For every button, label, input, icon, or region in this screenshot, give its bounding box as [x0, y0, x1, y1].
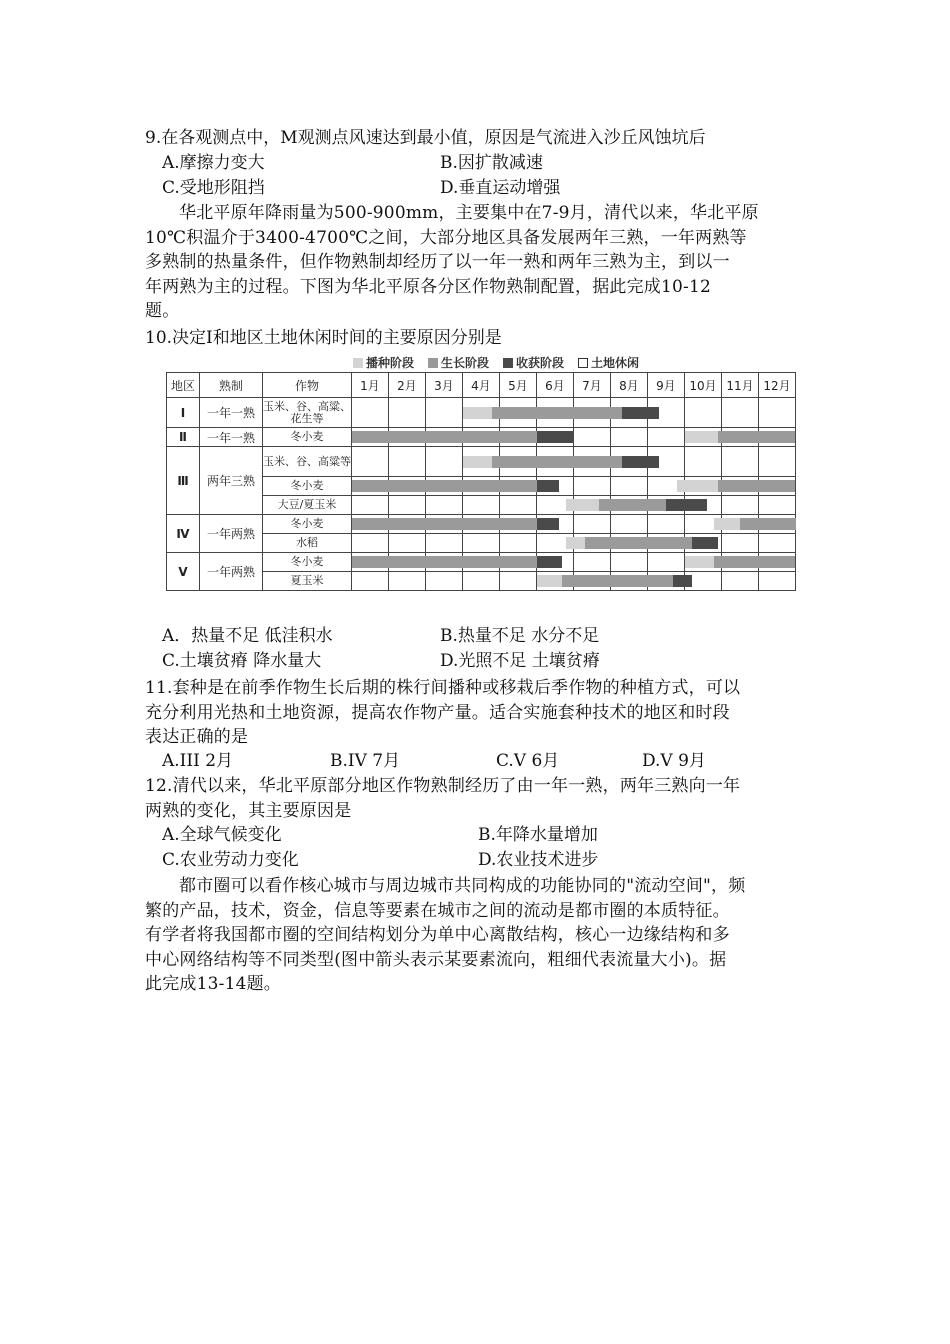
q11-option-b: B.IV 7月 [330, 751, 401, 771]
month-cell [648, 553, 685, 572]
crop-cell: 冬小麦 [263, 428, 352, 447]
month-cell [574, 553, 611, 572]
legend-sow [353, 355, 414, 371]
month-cell [352, 447, 389, 477]
q10-option-d: D.光照不足 土壤贫瘠 [440, 651, 600, 671]
month-cell [463, 496, 500, 515]
stage-bar-grow [740, 518, 796, 530]
stage-bar-sow [537, 575, 563, 587]
stage-bar-harvest [666, 499, 707, 511]
stage-bar-harvest [537, 431, 574, 443]
month-cell [389, 496, 426, 515]
crop-cell: 冬小麦 [263, 553, 352, 572]
crop-cell: 冬小麦 [263, 515, 352, 534]
stage-bar-sow [677, 480, 718, 492]
stage-bar-harvest [622, 407, 659, 419]
q11-option-d: D.V 9月 [642, 751, 706, 771]
month-cell [722, 398, 759, 428]
q9-option-a: A.摩擦力变大 [162, 153, 265, 173]
stage-bar-sow [714, 518, 740, 530]
legend-grow [428, 355, 489, 371]
crop-cell: 大豆/夏玉米 [263, 496, 352, 515]
month-cell [463, 572, 500, 591]
crop-cell: 夏玉米 [263, 572, 352, 591]
system-cell: 一年两熟 [200, 515, 263, 553]
month-cell [722, 496, 759, 515]
stage-bar-sow [566, 499, 599, 511]
region-cell: Ⅲ [167, 447, 200, 515]
stage-bar-grow [585, 537, 692, 549]
stage-bar-sow [566, 537, 585, 549]
month-cell [722, 572, 759, 591]
q9-option-d: D.垂直运动增强 [440, 178, 561, 198]
month-cell [352, 496, 389, 515]
passage1-line-4: 年两熟为主的过程。下图为华北平原各分区作物熟制配置，据此完成10-12 [145, 276, 712, 297]
month-cell [722, 447, 759, 477]
q11-stem-line-2: 充分利用光热和土地资源，提高农作物产量。适合实施套种技术的地区和时段 [145, 702, 730, 723]
legend-grow-label: 生长阶段 [441, 356, 490, 370]
region-cell: Ⅱ [167, 428, 200, 447]
legend-grow-swatch [428, 358, 438, 368]
passage2-line-4: 中心网络结构等不同类型(图中箭头表示某要素流向，粗细代表流量大小)。据 [145, 949, 727, 970]
month-cell [426, 398, 463, 428]
region-cell: Ⅴ [167, 553, 200, 591]
header-month-1: 1月 [352, 373, 389, 398]
header-month-9: 9月 [648, 373, 685, 398]
stage-bar-harvest [537, 518, 559, 530]
stage-bar-grow [352, 518, 537, 530]
passage-metropolitan [145, 874, 805, 997]
table-header-row [167, 373, 796, 398]
stage-bar-grow [352, 556, 537, 568]
q12-stem-line-2: 两熟的变化，其主要原因是 [145, 800, 352, 821]
month-cell [759, 572, 796, 591]
stage-bar-grow [718, 431, 796, 443]
q11-stem-line-3: 表达正确的是 [145, 727, 249, 748]
legend-fallow-label: 土地休闲 [591, 356, 640, 370]
month-cell [352, 534, 389, 553]
month-cell [648, 515, 685, 534]
month-cell [389, 398, 426, 428]
month-cell [389, 534, 426, 553]
stage-bar-grow [599, 499, 666, 511]
header-crop: 作物 [263, 373, 352, 398]
legend-fallow [578, 355, 639, 371]
header-month-11: 11月 [722, 373, 759, 398]
header-month-5: 5月 [500, 373, 537, 398]
month-cell [426, 534, 463, 553]
month-cell [574, 428, 611, 447]
passage1-line-1: 华北平原年降雨量为500-900mm，主要集中在7-9月，清代以来，华北平原 [179, 203, 759, 223]
header-month-12: 12月 [759, 373, 796, 398]
legend-sow-swatch [353, 358, 363, 368]
region-cell: Ⅳ [167, 515, 200, 553]
crop-cell: 玉米、谷、高粱、花生等 [263, 398, 352, 428]
month-cell [426, 572, 463, 591]
q12-option-c: C.农业劳动力变化 [162, 850, 299, 870]
passage1-line-2: 10℃积温介于3400-4700℃之间，大部分地区具备发展两年三熟，一年两熟等 [145, 227, 747, 248]
month-cell [426, 496, 463, 515]
region-cell: Ⅰ [167, 398, 200, 428]
header-system: 熟制 [200, 373, 263, 398]
month-cell [685, 398, 722, 428]
month-cell [352, 398, 389, 428]
month-cell [611, 553, 648, 572]
q9-option-c: C.受地形阻挡 [162, 178, 265, 198]
q12-option-b: B.年降水量增加 [478, 825, 598, 845]
q12-stem-line-1: 12.清代以来，华北平原部分地区作物熟制经历了由一年一熟，两年三熟向一年 [145, 776, 741, 796]
passage2-line-3: 有学者将我国都市圈的空间结构划分为单中心离散结构，核心一边缘结构和多 [145, 925, 730, 946]
stage-bar-harvest [537, 556, 563, 568]
q12-option-a: A.全球气候变化 [162, 825, 282, 845]
stage-bar-grow [352, 480, 537, 492]
system-cell: 两年三熟 [200, 447, 263, 515]
q10-option-b: B.热量不足 水分不足 [440, 626, 600, 646]
stage-bar-harvest [692, 537, 718, 549]
month-cell [685, 447, 722, 477]
q11-option-c: C.V 6月 [496, 751, 560, 771]
legend-fallow-swatch [578, 358, 588, 368]
crop-cell: 水稻 [263, 534, 352, 553]
stage-bar-sow [463, 407, 493, 419]
q12-option-d: D.农业技术进步 [478, 850, 599, 870]
passage2-line-5: 此完成13-14题。 [145, 974, 282, 995]
stage-bar-harvest [622, 456, 659, 468]
q10-option-c: C.土壤贫瘠 降水量大 [162, 651, 322, 671]
month-cell [759, 496, 796, 515]
header-month-2: 2月 [389, 373, 426, 398]
q11-stem-line-1: 11.套种是在前季作物生长后期的株行间播种或移栽后季作物的种植方式，可以 [145, 678, 741, 698]
stage-bar-grow [352, 431, 537, 443]
header-month-3: 3月 [426, 373, 463, 398]
month-cell [574, 515, 611, 534]
system-cell: 一年两熟 [200, 553, 263, 591]
q12-stem [145, 774, 805, 823]
month-cell [500, 496, 537, 515]
month-cell [574, 477, 611, 496]
month-cell [759, 447, 796, 477]
month-cell [611, 515, 648, 534]
crop-cell: 玉米、谷、高粱等 [263, 447, 352, 477]
month-cell [759, 398, 796, 428]
month-cell [611, 477, 648, 496]
stage-bar-grow [718, 480, 796, 492]
crop-cell: 冬小麦 [263, 477, 352, 496]
passage2-line-1: 都市圈可以看作核心城市与周边城市共同构成的功能协同的"流动空间"，频 [179, 876, 746, 896]
month-cell [648, 428, 685, 447]
stage-bar-harvest [673, 575, 692, 587]
month-cell [389, 447, 426, 477]
header-month-4: 4月 [463, 373, 500, 398]
passage1-line-3: 多熟制的热量条件，但作物熟制却经历了以一年一熟和两年三熟为主，到以一 [145, 252, 730, 273]
header-region: 地区 [167, 373, 200, 398]
month-cell [426, 447, 463, 477]
q9-stem: 9.在各观测点中，M观测点风速达到最小值，原因是气流进入沙丘风蚀坑后 [145, 128, 706, 148]
month-cell [722, 534, 759, 553]
header-month-8: 8月 [611, 373, 648, 398]
header-month-6: 6月 [537, 373, 574, 398]
q11-stem [145, 676, 805, 750]
chart-legend [353, 355, 639, 371]
header-month-7: 7月 [574, 373, 611, 398]
stage-bar-grow [492, 407, 622, 419]
stage-bar-grow [562, 575, 673, 587]
passage2-line-2: 繁的产品，技术，资金，信息等要素在城市之间的流动是都市圈的本质特征。 [145, 900, 730, 921]
passage1-line-5: 题。 [145, 301, 180, 322]
q11-option-a: A.III 2月 [162, 751, 234, 771]
q9-option-b: B.因扩散减速 [440, 153, 543, 173]
stage-bar-sow [685, 431, 718, 443]
legend-sow-label: 播种阶段 [366, 356, 415, 370]
legend-harvest [503, 355, 564, 371]
stage-bar-grow [714, 556, 795, 568]
q10-option-a: A．热量不足 低洼积水 [162, 626, 333, 646]
month-cell [611, 428, 648, 447]
stage-bar-grow [492, 456, 622, 468]
month-cell [500, 572, 537, 591]
legend-harvest-swatch [503, 358, 513, 368]
month-cell [759, 534, 796, 553]
header-month-10: 10月 [685, 373, 722, 398]
stage-bar-harvest [537, 480, 559, 492]
month-cell [389, 572, 426, 591]
system-cell: 一年一熟 [200, 398, 263, 428]
month-cell [500, 534, 537, 553]
stage-bar-sow [685, 556, 715, 568]
stage-bar-sow [463, 456, 493, 468]
legend-harvest-label: 收获阶段 [516, 356, 565, 370]
q10-stem: 10.决定Ⅰ和地区土地休闲时间的主要原因分别是 [145, 328, 502, 348]
passage-huabei [145, 201, 805, 324]
system-cell: 一年一熟 [200, 428, 263, 447]
month-cell [463, 534, 500, 553]
month-cell [352, 572, 389, 591]
